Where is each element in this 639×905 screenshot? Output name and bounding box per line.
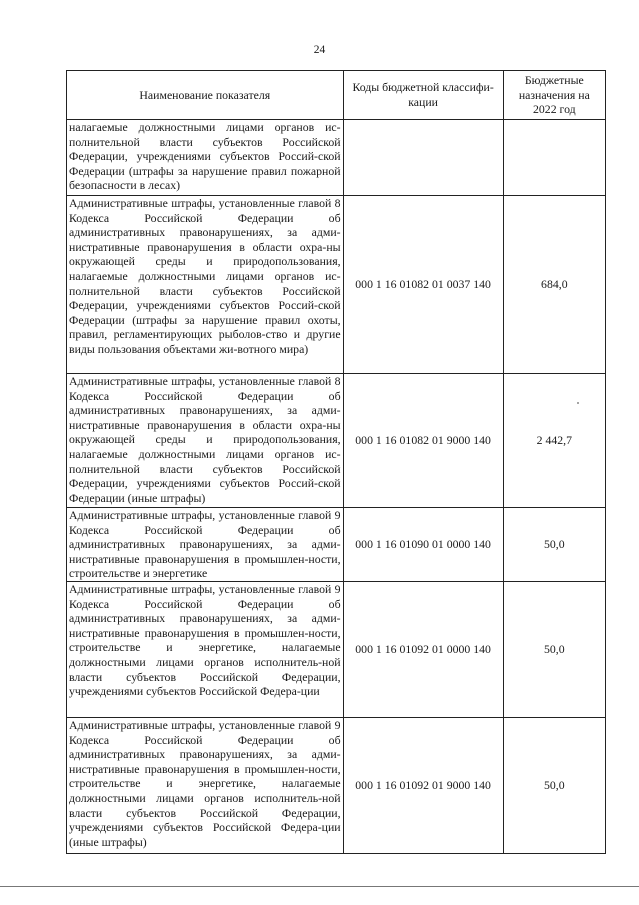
row-budget-value: 50,0 xyxy=(503,581,605,717)
row-budget-code: 000 1 16 01092 01 0000 140 xyxy=(343,581,503,717)
row-budget-value xyxy=(503,120,605,196)
row-budget-value: 684,0 xyxy=(503,196,605,374)
row-budget-code: 000 1 16 01092 01 9000 140 xyxy=(343,717,503,853)
table-row xyxy=(67,120,606,196)
row-budget-code: 000 1 16 01082 01 9000 140 xyxy=(343,374,503,508)
header-budget-value: Бюджетные назначения на 2022 год xyxy=(503,71,605,120)
header-budget-code: Коды бюджетной классифи-кации xyxy=(343,71,503,120)
row-indicator-name: налагаемые должностными лицами органов ис-полнительной власти субъектов Российской Федерации, учреждениями субъектов Россий-ской Федерации (штрафы за нарушение правил пожарной безопасности в лесах) xyxy=(67,120,344,196)
row-indicator-name: Административные штрафы, установленные главой 8 Кодекса Российской Федерации об административных правонарушениях, за адми-нистративные правонарушения в области охра-ны окружающей среды и природопользования, налагаемые должностными лицами органов ис-полнительной власти субъектов Российской Федерации, учреждениями субъектов Россий-ской Федерации (штрафы за нарушение правил охоты, правил, регламентирующих рыболов-ство и другие виды пользования объектами жи-вотного мира) xyxy=(67,196,344,374)
row-indicator-name: Административные штрафы, установленные главой 9 Кодекса Российской Федерации об административных правонарушениях, за адми-нистративные правонарушения в промышлен-ности, строительстве и энергетике, налагаемые должностными лицами органов исполнитель-ной власти субъектов Российской Федерации, учреждениями субъектов Российской Федера-ции xyxy=(67,581,344,717)
row-budget-value: 2 442,7 xyxy=(503,374,605,508)
page-number: 24 xyxy=(313,44,326,56)
page-bottom-rule xyxy=(0,886,639,887)
table-row xyxy=(67,581,606,717)
header-indicator-name: Наименование показателя xyxy=(67,71,344,120)
table-row xyxy=(67,374,606,508)
scan-speck xyxy=(577,402,579,404)
row-indicator-name: Административные штрафы, установленные главой 8 Кодекса Российской Федерации об административных правонарушениях, за адми-нистративные правонарушения в области охра-ны окружающей среды и природопользования, налагаемые должностными лицами органов ис-полнительной власти субъектов Российской Федерации, учреждениями субъектов Россий-ской Федерации (иные штрафы) xyxy=(67,374,344,508)
table-header-row xyxy=(67,71,606,120)
row-budget-value: 50,0 xyxy=(503,717,605,853)
table-row xyxy=(67,196,606,374)
row-budget-code: 000 1 16 01082 01 0037 140 xyxy=(343,196,503,374)
table-row xyxy=(67,717,606,853)
row-budget-value: 50,0 xyxy=(503,508,605,582)
budget-table xyxy=(66,70,606,854)
row-indicator-name: Административные штрафы, установленные главой 9 Кодекса Российской Федерации об административных правонарушениях, за адми-нистративные правонарушения в промышлен-ности, строительстве и энергетике, налагаемые должностными лицами органов исполнитель-ной власти субъектов Российской Федерации, учреждениями субъектов Российской Федера-ции (иные штрафы) xyxy=(67,717,344,853)
row-budget-code: 000 1 16 01090 01 0000 140 xyxy=(343,508,503,582)
row-indicator-name: Административные штрафы, установленные главой 9 Кодекса Российской Федерации об административных правонарушениях, за адми-нистративные правонарушения в промышлен-ности, строительстве и энергетике xyxy=(67,508,344,582)
table-row xyxy=(67,508,606,582)
row-budget-code xyxy=(343,120,503,196)
